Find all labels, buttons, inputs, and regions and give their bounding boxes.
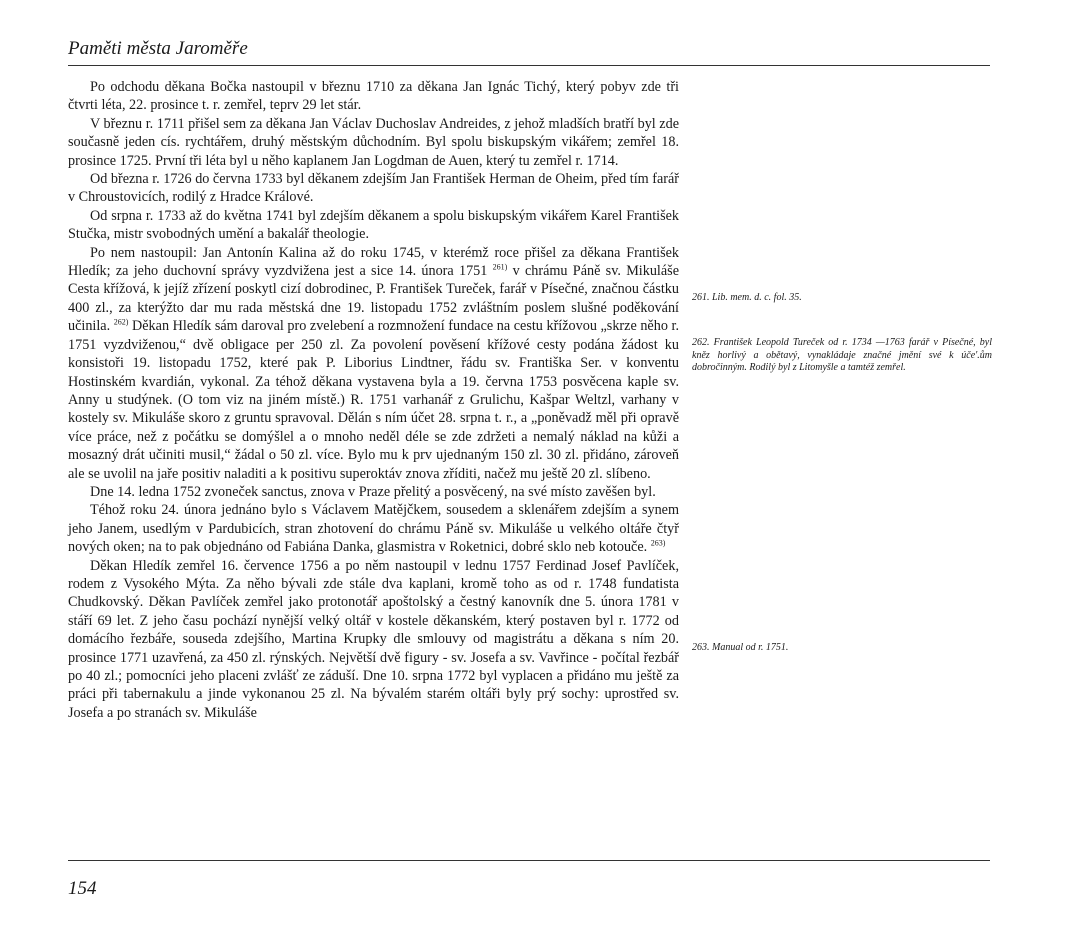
page-number: 154 [68,878,97,899]
footnote-261: 261. Lib. mem. d. c. fol. 35. [692,292,802,303]
paragraph-5 [68,244,679,483]
paragraph-8: Děkan Hledík zemřel 16. července 1756 a po něm nastoupil v lednu 1757 Ferdinad Josef Pavlíček, rodem z Vysokého Mýta. Za něho bývali zde stále dva kaplani, kromě toho as od r. 1748 fundatista Chudkovský. Děkan Pavlíček zemřel jako protonotář apoštolský a čestný kanovník dne 5. února 1781 v stáří 69 let. Z jeho času pochází nynější velký oltář v kostele děkanském, který postaven byl r. 1772 od domácího řezbáře, souseda zdejšího, Martina Krupky dle smlouvy od magistrátu a děkana s ním 20. prosince 1771 uzavřená, za 450 zl. rýnských. Největší dvě figury - sv. Josefa a sv. Vavřince - počítal řezbář po 40 zl.; pomocníci jeho placeni zvlášť ze záduší. Dne 10. srpna 1772 byl vyplacen a přidáno mu ještě za práci při tabernakulu a jinde vykonanou 25 zl. Na bývalém starém oltáři byly prý sochy: uprostřed sv. Josefa a po stranách sv. Mikuláše [68,557,679,721]
main-text [68,78,679,722]
paragraph-3: Od března r. 1726 do června 1733 byl děkanem zdejším Jan František Herman de Oheim, před tím farář v Chroustovicích, rodilý z Hradce Králové. [68,171,679,206]
footnote-ref-261[interactable]: 261) [492,262,508,272]
paragraph-6: Dne 14. ledna 1752 zvoneček sanctus, znova v Praze přelitý a posvěcený, na své místo zavěšen byl. [90,483,656,500]
paragraph-5-part-1: Po nem nastoupil: Jan Antonín Kalina až do roku 1745, v kterémž roce přišel za děkana František Hledík; za jeho duchovní správy vyzdvižena jest a sice 14. února 1751 [68,244,679,280]
paragraph-5-part-3: Děkan Hledík sám daroval pro zvelebení a rozmnožení fundace na cestu křížovou „skrze něho r. 1751 vyzdviženou,“ dvě obligace per 250 zl. Za povolení pověsení křížové cesty podána žádost ku konsistoři 19. listopadu 1752, které pak P. Liborius Lindtner, řádu sv. Františka Ser. v konventu Hostinském kvardián, vykonal. Za téhož děkana vystavena byla a 19. června 1753 posvěcena kaple sv. Anny u studýnek. (O tom viz na jiném místě.) R. 1751 varhanář z Grulichu, Kašpar Weltzl, varhany v kostely sv. Mikuláše skoro z gruntu spravoval. Dělán s ním účet 28. srpna t. r., a „poněvadž měl při opravě více práce, než z počátku se domýšlel a o mnoho neděl déle se zde zdržeti a nemalý náklad na kůži a mosazný drát učiniti musil,“ žádal o 50 zl. více. Bylo mu k prv ujednaným 150 zl. 30 zl. přidáno, zároveň ale se uvolil na jaře positiv naladiti a k positivu superoktáv znova zříditi, načež mu ještě 20 zl. slíbeno. [68,318,679,482]
footnote-262: 262. František Leopold Tureček od r. 1734 —1763 farář v Písečné, byl kněz horlivý a obětavý, vynakládaje značné jmění své k úče'.ům dobročinným. Rodilý byl z Litomyšle a tamtéž zemřel. [692,337,992,374]
footnote-ref-263[interactable]: 263) [650,538,666,548]
paragraph-7-part-1: Téhož roku 24. února jednáno bylo s Václavem Matějčkem, sousedem a sklenářem zdejším a synem jeho Janem, usedlým v Pardubicích, stran zhotovení do chrámu Páně sv. Mikuláše u velkého oltáře čtyř nových oken; na to pak objednáno od Fabiána Danka, glasmistra v Roketnici, dobré sklo neb kotouče. [68,502,679,556]
footer-rule [68,860,990,861]
paragraph-2: V březnu r. 1711 přišel sem za děkana Jan Václav Duchoslav Andreides, z jehož mladších bratří byl zde současně jeden cís. rychtářem, druhý městským důchodním. Byl spolu biskupským vikářem; zemřel 18. prosince 1725. První tři léta byl u něho kaplanem Jan Logdman de Auen, který tu zemřel r. 1714. [68,115,679,169]
paragraph-4: Od srpna r. 1733 až do května 1741 byl zdejším děkanem a spolu biskupským vikářem Karel František Stučka, mistr svobodných umění a bakalář theologie. [68,207,679,243]
paragraph-5-part-2: v chrámu Páně sv. Mikuláše Cesta křížová, k jejíž zřízení poskytl cizí dobrodinec, P. František Tureček, farář v Písečné, značnou částku 400 zl., za kterýžto dar mu rada městská dne 19. listopadu 1752 zvláštním poslem slušné poděkování učinila. [68,263,679,335]
header-rule [68,65,990,66]
running-title: Paměti města Jaroměře [68,38,248,59]
footnote-263: 263. Manual od r. 1751. [692,642,789,653]
paragraph-7 [68,501,679,556]
footnote-ref-262[interactable]: 262) [113,317,129,327]
paragraph-1: Po odchodu děkana Bočka nastoupil v březnu 1710 za děkana Jan Ignác Tichý, který pobyv zde tři čtvrti léta, 22. prosince t. r. zemřel, teprv 29 let stár. [68,79,679,114]
